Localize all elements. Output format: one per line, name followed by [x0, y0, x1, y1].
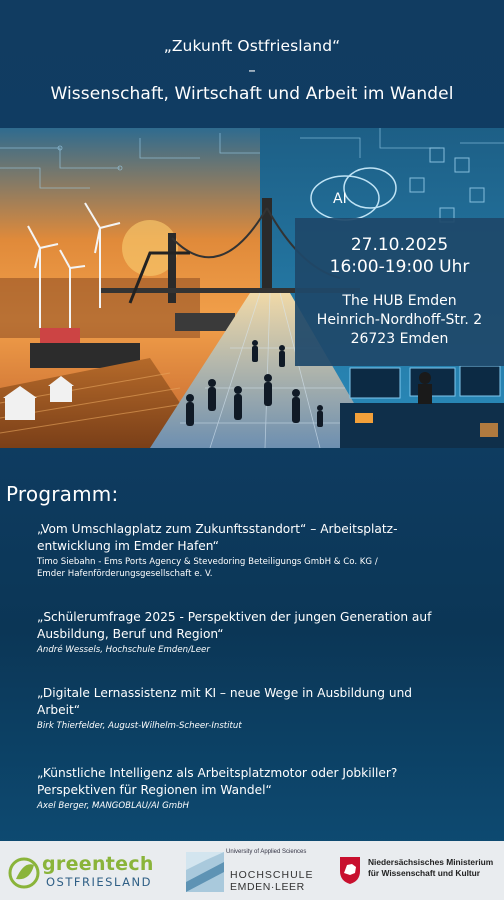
- title-line-3: Wissenschaft, Wirtschaft und Arbeit im Wandel: [50, 84, 454, 104]
- item-speaker-line2: Emder Hafenförderungsgesellschaft e. V.: [37, 569, 213, 579]
- ai-label: AI: [333, 191, 347, 207]
- programm-item-3: [37, 685, 492, 732]
- event-date: 27.10.2025: [350, 235, 449, 255]
- ministerium-line2: für Wissenschaft und Kultur: [368, 868, 481, 878]
- niedersachsen-crest-icon: [338, 855, 362, 885]
- item-speaker-line1: Axel Berger, MANGOBLAU/AI GmbH: [37, 801, 190, 811]
- greentech-word: greentech: [42, 853, 154, 875]
- greentech-logo[interactable]: [8, 853, 158, 893]
- item-title-line2: entwicklung im Emder Hafen“: [37, 539, 219, 553]
- event-info-box: [295, 218, 504, 366]
- programm-item-1: [37, 521, 492, 580]
- programm-item-2: [37, 609, 492, 656]
- hochschule-emblem-icon: [186, 852, 224, 892]
- ministerium-line1: Niedersächsisches Ministerium: [368, 857, 494, 867]
- event-city: 26723 Emden: [350, 331, 449, 347]
- item-speaker-line1: Timo Siebahn - Ems Ports Agency & Stevedoring Beteiligungs GmbH & Co. KG /: [37, 557, 378, 567]
- greentech-leaf-icon: [8, 855, 40, 891]
- item-title-line1: „Künstliche Intelligenz als Arbeitsplatzmotor oder Jobkiller?: [37, 766, 398, 780]
- title-line-1: „Zukunft Ostfriesland“: [163, 37, 341, 55]
- item-title-line1: „Vom Umschlagplatz zum Zukunftsstandort“ – Arbeitsplatz-: [37, 522, 398, 536]
- item-speaker-line1: Birk Thierfelder, August-Wilhelm-Scheer-Institut: [37, 721, 242, 731]
- item-title-line2: Perspektiven für Regionen im Wandel“: [37, 783, 272, 797]
- logo-bar: [0, 841, 504, 900]
- title-block: [0, 34, 504, 106]
- hochschule-word: HOCHSCHULE: [230, 869, 314, 881]
- tech-workspace: [340, 366, 504, 448]
- event-venue: The HUB Emden: [342, 293, 457, 309]
- emden-leer-word: EMDEN·LEER: [230, 881, 305, 893]
- title-dash: –: [248, 61, 256, 79]
- programm-item-4: [37, 765, 492, 812]
- item-title-line1: „Digitale Lernassistenz mit KI – neue Wege in Ausbildung und: [37, 686, 413, 700]
- item-title-line2: Ausbildung, Beruf und Region“: [37, 627, 224, 641]
- hochschule-subtitle: University of Applied Sciences: [226, 849, 307, 855]
- programm-heading: Programm:: [6, 482, 119, 506]
- ostfriesland-word: OSTFRIESLAND: [46, 875, 152, 889]
- ministerium-logo[interactable]: [338, 853, 504, 893]
- hochschule-logo[interactable]: [186, 849, 316, 895]
- item-speaker-line1: André Wessels, Hochschule Emden/Leer: [37, 645, 210, 655]
- item-title-line1: „Schülerumfrage 2025 - Perspektiven der jungen Generation auf: [37, 610, 432, 624]
- event-time: 16:00-19:00 Uhr: [329, 257, 470, 277]
- event-street: Heinrich-Nordhoff-Str. 2: [316, 312, 483, 328]
- item-title-line2: Arbeit“: [37, 703, 81, 717]
